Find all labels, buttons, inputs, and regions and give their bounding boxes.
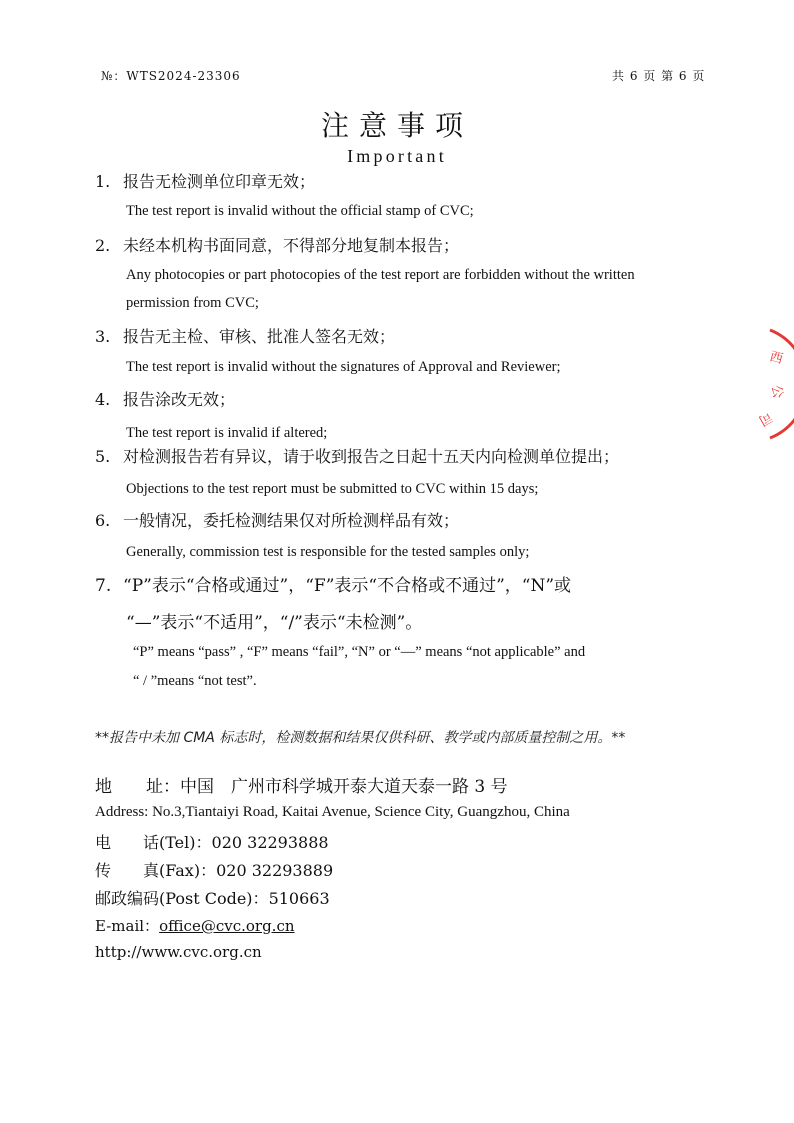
item-text-cn: 报告无检测单位印章无效； — [123, 172, 316, 191]
address-cn-row — [95, 772, 508, 797]
item-number: 4. — [95, 390, 111, 409]
page-indicator: 共 6 页 第 6 页 — [612, 69, 706, 83]
stamp-char: 西 — [767, 349, 785, 368]
item-text-en: “P” means “pass” , “F” means “fail”, “N” or “—” means “not applicable” and — [133, 644, 586, 660]
address-cn-label: 地 址： — [95, 777, 180, 797]
fax-row — [95, 858, 333, 881]
postcode-value: 510663 — [268, 889, 330, 908]
notice-item-7 — [95, 571, 571, 596]
tel-label: 电 话(Tel)： — [95, 833, 212, 852]
notice-item-4 — [95, 387, 235, 410]
item-text-en: permission from CVC; — [126, 295, 259, 311]
item-number: 1. — [95, 172, 111, 191]
address-en: Address: No.3,Tiantaiyi Road, Kaitai Avenue, Science City, Guangzhou, China — [95, 804, 570, 820]
cma-disclaimer: **报告中未加 CMA 标志时，检测数据和结果仅供科研、教学或内部质量控制之用。** — [95, 730, 626, 746]
website-link[interactable]: http://www.cvc.org.cn — [95, 943, 262, 961]
item-text-en: The test report is invalid if altered; — [126, 425, 328, 441]
item-number: 3. — [95, 327, 111, 346]
item-text-en: “ / ”means “not test”. — [133, 673, 257, 689]
postcode-label: 邮政编码(Post Code)： — [95, 889, 269, 908]
item-text-en: The test report is invalid without the official stamp of CVC; — [126, 203, 474, 219]
item-text-cn: 一般情况，委托检测结果仅对所检测样品有效； — [123, 511, 460, 530]
tel-value: 020 32293888 — [211, 833, 329, 852]
email-link[interactable]: office@cvc.org.cn — [159, 917, 295, 935]
item-text-en: The test report is invalid without the signatures of Approval and Reviewer; — [126, 359, 561, 375]
page-title-en: Important — [347, 146, 447, 166]
item-text-en: Any photocopies or part photocopies of the test report are forbidden without the written — [126, 267, 635, 283]
item-number: 6. — [95, 511, 111, 530]
notice-item-2 — [95, 233, 459, 256]
item-text-cn: 报告涂改无效； — [123, 390, 236, 409]
notice-item-1 — [95, 169, 315, 192]
item-text-cn: 对检测报告若有异议，请于收到报告之日起十五天内向检测单位提出； — [123, 447, 620, 466]
postcode-row — [95, 886, 330, 909]
item-text-cn: “P”表示“合格或通过”，“F”表示“不合格或不通过”，“N”或 — [123, 576, 572, 596]
email-row — [95, 915, 295, 936]
stamp-char: 公 — [768, 384, 786, 400]
notice-item-3 — [95, 324, 395, 347]
stamp-char: 司 — [756, 408, 775, 429]
fax-label: 传 真(Fax)： — [95, 861, 217, 880]
item-number: 7. — [95, 576, 112, 596]
item-number: 2. — [95, 236, 111, 255]
item-text-cn: 未经本机构书面同意，不得部分地复制本报告； — [123, 236, 460, 255]
notice-item-5 — [95, 444, 619, 467]
address-cn-value: 中国 广州市科学城开泰大道天泰一路 3 号 — [180, 777, 508, 797]
tel-row — [95, 830, 329, 853]
official-stamp — [756, 320, 794, 450]
item-text-en: Generally, commission test is responsible for the tested samples only; — [126, 544, 530, 560]
notice-item-6 — [95, 508, 459, 531]
item-text-cn: “—”表示“不适用”，“/”表示“未检测”。 — [126, 613, 423, 633]
item-text-en: Objections to the test report must be submitted to CVC within 15 days; — [126, 481, 539, 497]
fax-value: 020 32293889 — [216, 861, 334, 880]
item-number: 5. — [95, 447, 111, 466]
report-number: №：WTS2024-23306 — [101, 69, 241, 83]
item-text-cn: 报告无主检、审核、批准人签名无效； — [123, 327, 396, 346]
email-label: E-mail： — [95, 917, 160, 935]
page-title-cn: 注意事项 — [320, 109, 473, 142]
